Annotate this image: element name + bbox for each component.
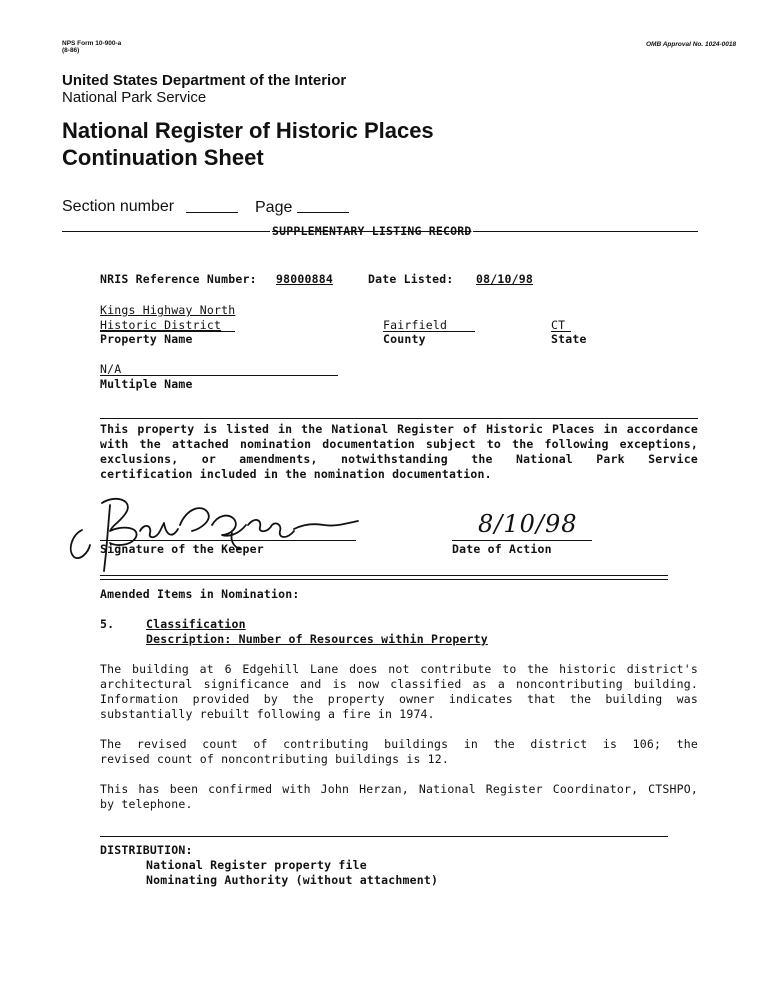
item-number: 5. [100, 617, 115, 631]
page-title: National Register of Historic Places [62, 118, 434, 143]
classification-heading: Classification [146, 617, 246, 631]
statement-line: with the attached nomination documentation subject to the following exceptions, [100, 437, 698, 451]
agency-name: National Park Service [62, 89, 207, 106]
statement-line: This property is listed in the National Register of Historic Places in accordance [100, 422, 698, 436]
form-id: NPS Form 10-900-a [62, 40, 122, 47]
amended-items-label: Amended Items in Nomination: [100, 587, 300, 601]
description-heading: Description: Number of Resources within Property [146, 632, 488, 646]
distribution-label: DISTRIBUTION: [100, 843, 193, 857]
page-blank [297, 212, 349, 213]
county-label: County [383, 332, 426, 346]
double-rule-top [100, 575, 668, 576]
paragraph-line: The revised count of contributing buildings in the district is 106; the [100, 737, 698, 751]
section-number-blank [186, 212, 238, 213]
property-name-line1: Kings Highway North [100, 303, 236, 317]
omb-approval: OMB Approval No. 1024-0018 [646, 41, 737, 48]
page-label: Page [255, 199, 293, 216]
multiple-name-underline [100, 375, 338, 376]
paragraph-line: Information provided by the property owner indicates that the building was [100, 692, 698, 706]
form-revision: (8-86) [62, 47, 80, 54]
county-value: Fairfield [383, 318, 448, 332]
paragraph-line: revised count of noncontributing buildings is 12. [100, 752, 450, 766]
paragraph-line: The building at 6 Edgehill Lane does not contribute to the historic district's [100, 662, 698, 676]
state-label: State [551, 332, 587, 346]
amendment-paragraph-2 [100, 737, 698, 767]
action-date-label: Date of Action [452, 542, 552, 556]
keeper-signature [62, 495, 362, 575]
department-name: United States Department of the Interior [62, 72, 347, 89]
multiple-name-value: N/A [100, 362, 122, 376]
paragraph-line: substantially rebuilt following a fire in 1974. [100, 707, 435, 721]
distribution-item: National Register property file [146, 858, 367, 872]
statement-line: certification included in the nomination documentation. [100, 467, 492, 481]
keeper-label: Signature of the Keeper [100, 542, 264, 556]
distribution-item: Nominating Authority (without attachment) [146, 873, 439, 887]
keeper-signature-line [100, 540, 356, 541]
action-date-handwritten: 8/10/98 [478, 510, 578, 538]
amendment-paragraph-3 [100, 782, 698, 812]
section-number-label: Section number [62, 198, 175, 215]
nris-value: 98000884 [276, 272, 333, 286]
property-name-line2: Historic District [100, 318, 222, 332]
state-value: CT [551, 318, 566, 332]
paragraph-line: by telephone. [100, 797, 193, 811]
distribution-rule [100, 836, 668, 837]
statement-line: exclusions, or amendments, notwithstanding the National Park Service [100, 452, 698, 466]
page-subtitle: Continuation Sheet [62, 145, 264, 170]
amendment-paragraph-1 [100, 662, 698, 722]
action-date-line [452, 540, 592, 541]
listing-statement [100, 422, 698, 482]
nris-label: NRIS Reference Number: [100, 272, 257, 286]
multiple-name-label: Multiple Name [100, 377, 193, 391]
double-rule-bottom [100, 579, 668, 580]
property-name-label: Property Name [100, 332, 193, 346]
statement-rule [100, 418, 698, 419]
paragraph-line: This has been confirmed with John Herzan, National Register Coordinator, CTSHPO, [100, 782, 698, 796]
date-listed-value: 08/10/98 [476, 272, 533, 286]
record-title: SUPPLEMENTARY LISTING RECORD [272, 224, 472, 238]
date-listed-label: Date Listed: [368, 272, 454, 286]
paragraph-line: architectural significance and is now classified as a noncontributing building. [100, 677, 698, 691]
